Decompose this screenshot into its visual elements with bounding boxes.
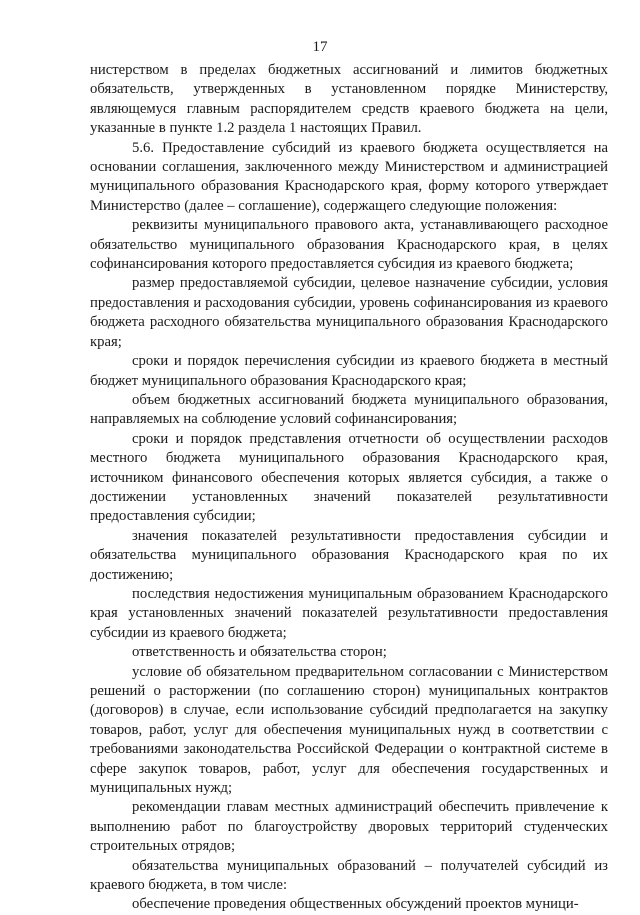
paragraph: объем бюджетных ассигнований бюджета муниципального образования, направляемых на соблюдение условий софинансирования; [90, 391, 608, 428]
paragraph: обязательства муниципальных образований – получателей субсидий из краевого бюджета, в том числе: [90, 857, 608, 894]
paragraph: размер предоставляемой субсидии, целевое назначение субсидии, условия предоставления и расходования субсидии, уровень софинансирования из краевого бюджета расходного обязательства муниципального образования Краснодарского края; [90, 275, 608, 350]
paragraph: обеспечение проведения общественных обсуждений проектов муници- [132, 896, 579, 913]
paragraph: нистерством в пределах бюджетных ассигнований и лимитов бюджетных обязательств, утвержденных в установленном порядке Министерству, являющемуся главным распорядителем средств краевого бюджета на цели, указанные в пункте 1.2 раздела 1 настоящих Правил. [90, 62, 608, 137]
paragraph: сроки и порядок представления отчетности об осуществлении расходов местного бюджета муниципального образования Краснодарского края, источником финансового обеспечения которых является субсидия, а также о достижении установленных значений показателей результативности предоставления субсидии; [90, 430, 608, 525]
paragraph: ответственность и обязательства сторон; [132, 644, 387, 661]
paragraph: последствия недостижения муниципальным образованием Краснодарского края установленных значений показателей результативности предоставления субсидии из краевого бюджета; [90, 585, 608, 641]
paragraph: условие об обязательном предварительном согласовании с Министерством решений о расторжении (по соглашению сторон) муниципальных контрактов (договоров) в случае, если использование субсидий предполагается на закупку товаров, работ, услуг для обеспечения муниципальных нужд в соответствии с требованиями законодательства Российской Федерации о контрактной системе в сфере закупок товаров, работ, услуг для обеспечения государственных и муниципальных нужд; [90, 663, 608, 797]
paragraph: сроки и порядок перечисления субсидии из краевого бюджета в местный бюджет муниципального образования Краснодарского края; [90, 353, 608, 389]
paragraph: реквизиты муниципального правового акта, устанавливающего расходное обязательство муниципального образования Краснодарского края, в целях софинансирования которого предоставляется субсидия из краевого бюджета; [90, 217, 608, 273]
paragraph: значения показателей результативности предоставления субсидии и обязательства муниципального образования Краснодарского края по их достижению; [90, 527, 608, 583]
page-number: 17 [312, 39, 328, 55]
body-text [90, 61, 608, 915]
paragraph: 5.6. Предоставление субсидий из краевого бюджета осуществляется на основании соглашения, заключенного между Министерством и администрацией муниципального образования Краснодарского края, форму которого утверждает Министерство (далее – соглашение), содержащего следующие положения: [90, 139, 608, 214]
paragraph: рекомендации главам местных администраций обеспечить привлечение к выполнению работ по благоустройству дворовых территорий студенческих строительных отрядов; [90, 799, 608, 855]
